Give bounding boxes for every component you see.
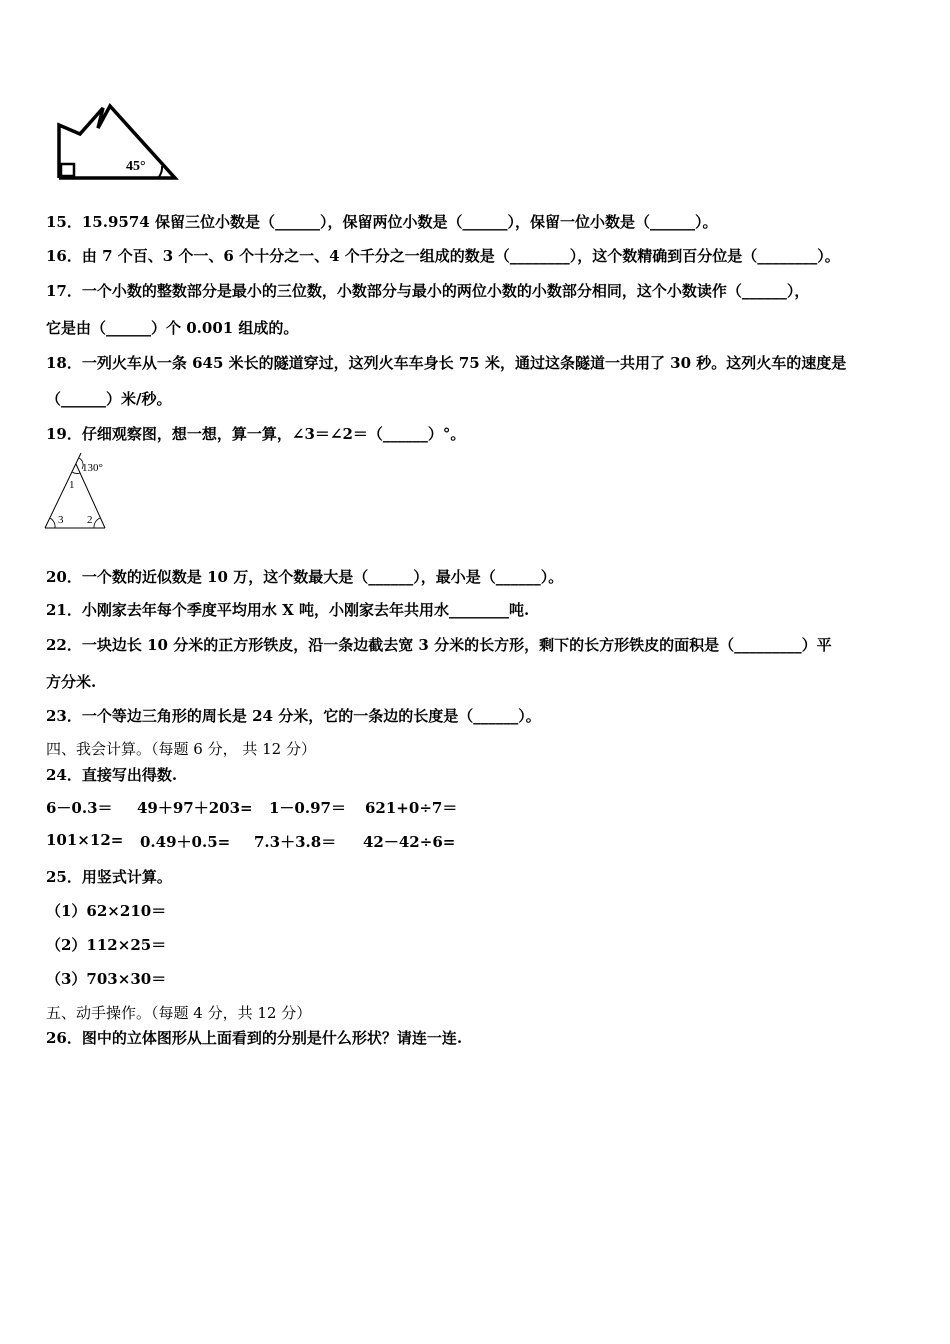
question-25-part-3: （3）703×30＝ — [46, 970, 167, 988]
question-17-line1: 17．一个小数的整数部分是最小的三位数，小数部分与最小的两位小数的小数部分相同，这个小数读作（______）， — [46, 282, 810, 300]
question-20: 20．一个数的近似数是 10 万，这个数最大是（______），最小是（______）。 — [46, 568, 564, 586]
question-22-line1: 22．一块边长 10 分米的正方形铁皮，沿一条边截去宽 3 分米的长方形，剩下的长方形铁皮的面积是（_________）平 — [46, 636, 832, 654]
calc-row-2-item-1: 101×12= — [46, 831, 124, 849]
calc-row-2-item-3: 7.3＋3.8＝ — [254, 833, 337, 851]
question-25: 25．用竖式计算。 — [46, 868, 172, 886]
question-23: 23．一个等边三角形的周长是 24 分米，它的一条边的长度是（______）。 — [46, 707, 541, 725]
calc-row-2-item-2: 0.49＋0.5= — [140, 833, 231, 851]
question-24: 24．直接写出得数. — [46, 766, 178, 784]
angle-1-label: 1 — [69, 479, 75, 491]
angle-2-label: 2 — [87, 514, 93, 526]
angle-3-label: 3 — [58, 514, 64, 526]
angle-arc — [158, 166, 162, 178]
question-15: 15．15.9574 保留三位小数是（______），保留两位小数是（______），保留一位小数是（______）。 — [46, 213, 718, 231]
question-18-line1: 18．一列火车从一条 645 米长的隧道穿过，这列火车车身长 75 米，通过这条隧道一共用了 30 秒。这列火车的速度是 — [46, 354, 847, 372]
zigzag-outline — [59, 106, 175, 178]
angle-3-arc — [50, 518, 55, 528]
question-17-line2: 它是由（______）个 0.001 组成的。 — [46, 319, 299, 337]
angle-1-arc — [72, 472, 80, 474]
calc-row-1-item-3: 1－0.97＝ — [269, 799, 346, 817]
question-19: 19．仔细观察图，想一想，算一算，∠3＝∠2＝（______）°。 — [46, 425, 466, 443]
calc-row-2-item-4: 42－42÷6= — [363, 833, 456, 851]
right-triangle-figure — [50, 100, 185, 185]
angle-45-label: 45° — [126, 159, 146, 174]
question-16: 16．由 7 个百、3 个一、6 个十分之一、4 个千分之一组成的数是（________），这个数精确到百分位是（________）。 — [46, 247, 840, 265]
question-26: 26．图中的立体图形从上面看到的分别是什么形状？请连一连. — [46, 1029, 463, 1047]
question-25-part-2: （2）112×25＝ — [46, 936, 167, 954]
angle-130-label: 130° — [82, 462, 103, 474]
triangle-angles-figure — [42, 450, 122, 535]
angle-2-arc — [94, 518, 100, 528]
calc-row-1-item-2: 49＋97＋203= — [137, 799, 253, 817]
calc-row-1-item-4: 621+0÷7＝ — [365, 799, 458, 817]
question-18-line2: （______）米/秒。 — [46, 390, 172, 408]
question-25-part-1: （1）62×210＝ — [46, 902, 167, 920]
section-5-heading: 五、动手操作。（每题 4 分，共 12 分） — [46, 1004, 312, 1022]
right-angle-mark — [61, 164, 74, 176]
section-4-heading: 四、我会计算。（每题 6 分， 共 12 分） — [46, 740, 316, 758]
calc-row-1-item-1: 6－0.3＝ — [46, 799, 113, 817]
question-21: 21．小刚家去年每个季度平均用水 X 吨，小刚家去年共用水________吨. — [46, 601, 530, 619]
question-22-line2: 方分米. — [46, 673, 97, 691]
